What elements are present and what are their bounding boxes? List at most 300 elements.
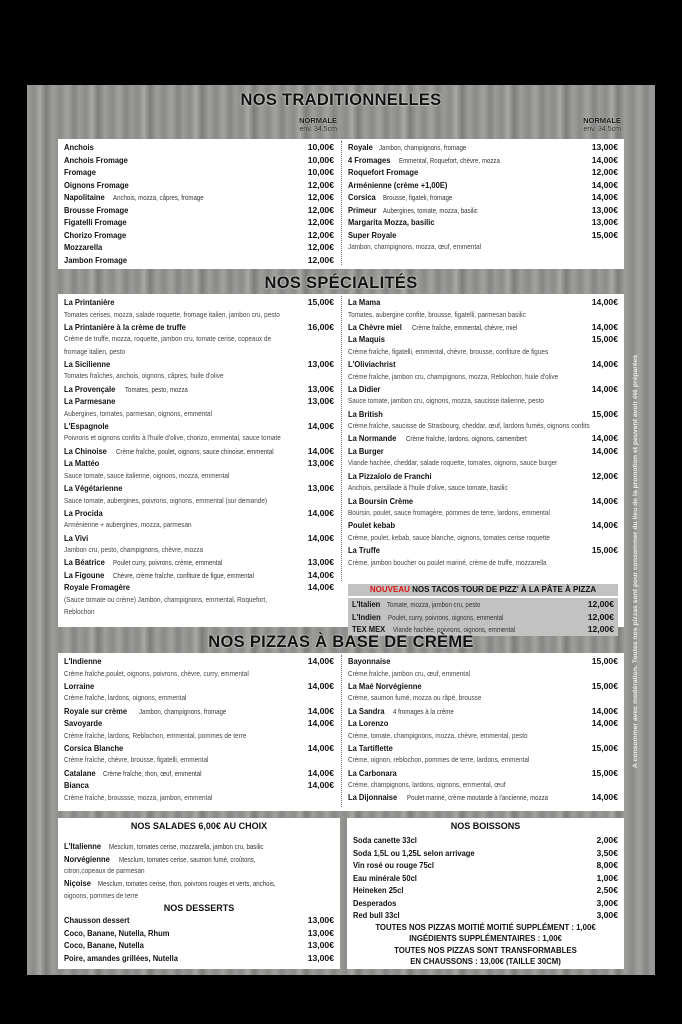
- item-name: Niçoise: [64, 878, 91, 889]
- item-price: 3,00€: [596, 910, 618, 920]
- menu-item: [64, 166, 334, 179]
- item-price: 12,00€: [307, 192, 334, 202]
- boissons-title: NOS BOISSONS: [450, 821, 521, 831]
- menu-item: [353, 834, 618, 847]
- item-price: 13,00€: [307, 458, 334, 469]
- item-left: [64, 395, 122, 408]
- boissons-notes: [347, 922, 624, 968]
- item-name: Chausson dessert: [64, 915, 130, 926]
- item-name: L'Oliviachrist: [348, 359, 396, 370]
- item-price: 14,00€: [591, 495, 618, 506]
- item-price: 14,00€: [591, 179, 618, 190]
- item-name: Royale Fromagère: [64, 582, 130, 593]
- item-ingredients: Aubergines, tomates, parmesan, oignons, emmental: [64, 409, 212, 418]
- item-price: 14,00€: [307, 582, 334, 593]
- item-description: Emmental, Roquefort, chèvre, mozza: [399, 155, 501, 165]
- panel-specialites: [58, 294, 624, 634]
- panel-boissons: [347, 818, 624, 969]
- item-ingredients: (Sauce tomate ou crème) Jambon, champignons, emmental, Roquefort,: [64, 595, 267, 604]
- menu-item: [348, 544, 618, 557]
- menu-item: [353, 897, 618, 910]
- panel-traditionnelles: [58, 139, 624, 269]
- menu-item: [64, 532, 334, 545]
- item-name: La Normande: [348, 433, 397, 444]
- item-name: Oignons Fromage: [64, 179, 129, 190]
- item-name: Fromage: [64, 167, 96, 177]
- menu-item: [64, 204, 334, 217]
- item-price: 14,00€: [591, 705, 618, 716]
- item-name: La Figoune: [64, 569, 105, 580]
- item-left: [348, 544, 384, 557]
- item-description: Tomate, mozza, jambon cru, pesto: [387, 600, 481, 609]
- item-name: Lorraine: [64, 680, 95, 691]
- menu-item: [64, 457, 334, 470]
- menu-item: [64, 952, 334, 965]
- menu-item: [348, 204, 618, 217]
- item-description: Jambon, champignons, fromage: [138, 706, 226, 716]
- item-left: [348, 204, 495, 217]
- panel-creme: [58, 653, 624, 811]
- item-price: 12,00€: [591, 470, 618, 481]
- item-left: [348, 432, 548, 445]
- item-left: [64, 717, 107, 730]
- item-price: 12,00€: [307, 217, 334, 227]
- menu-item: [64, 581, 334, 594]
- item-left: [64, 569, 279, 582]
- item-price: 15,00€: [591, 680, 618, 691]
- item-left: [348, 141, 482, 154]
- menu-board: [27, 85, 655, 975]
- normale-text: NORMALE: [299, 116, 337, 125]
- item-name: Arménienne (crème +1,00E): [348, 179, 448, 190]
- item-price: 14,00€: [591, 321, 618, 332]
- item-name: La Chinoise: [64, 445, 107, 456]
- item-name: Figatelli Fromage: [64, 217, 127, 227]
- item-price: 3,00€: [596, 897, 618, 908]
- item-description: 4 fromages à la crème: [392, 706, 454, 716]
- item-price: 12,00€: [587, 624, 614, 634]
- item-price: 14,00€: [591, 154, 618, 165]
- item-name: Coco, Banane, Nutella: [64, 940, 144, 951]
- item-name: L'Indienne: [64, 656, 102, 666]
- item-name: Red bull 33cl: [353, 910, 400, 920]
- item-ingredients: Crème, champignons, lardons, oignons, emmental, œuf: [348, 781, 506, 790]
- item-price: 13,00€: [307, 915, 334, 926]
- item-name: L'Italienne: [64, 841, 102, 851]
- menu-item: [64, 914, 334, 927]
- item-description: Poulet mariné, crème moutarde à l'ancienne, mozza: [406, 793, 548, 803]
- item-price: 14,00€: [591, 718, 618, 729]
- item-price: 14,00€: [591, 383, 618, 394]
- menu-item: [64, 655, 334, 668]
- menu-item: [64, 383, 334, 396]
- item-price: 14,00€: [307, 569, 334, 580]
- item-price: 14,00€: [591, 792, 618, 803]
- menu-item: [64, 705, 334, 718]
- menu-item: [348, 680, 618, 693]
- item-left: [348, 321, 536, 334]
- menu-item: [64, 853, 334, 866]
- item-price: 14,00€: [307, 507, 334, 518]
- item-ingredients: Crème fraîche, chèvre, brousse, figatelli, emmental: [64, 756, 209, 765]
- item-left: [64, 179, 138, 192]
- menu-item: [64, 840, 334, 853]
- item-name: Jambon Fromage: [64, 254, 128, 265]
- item-description: Viande hachée, poivrons, oignons, emmental: [392, 625, 515, 634]
- item-left: [353, 834, 426, 847]
- trad-right-column: [348, 141, 618, 253]
- item-left: [348, 680, 432, 693]
- boissons-note: TOUTES NOS PIZZAS MOITIÉ MOITIÉ SUPPLÉMENT : 1,00€: [375, 922, 596, 932]
- item-price: 2,50€: [596, 885, 618, 895]
- salades-list: [58, 832, 340, 902]
- item-ingredients: Crème, oignon, reblochon, pommes de terre, lardons, emmental: [348, 756, 530, 765]
- item-price: 15,00€: [591, 742, 618, 753]
- normale-label-right: [561, 116, 621, 134]
- desserts-list: [58, 914, 340, 964]
- item-description: Tomates, pesto, mozza: [125, 384, 189, 394]
- creme-left-column: [64, 655, 334, 804]
- item-name: Corsica Blanche: [64, 742, 124, 753]
- item-name: La Tartiflette: [348, 742, 393, 753]
- item-name: Chorizo Fromage: [64, 229, 127, 240]
- item-left: [348, 296, 385, 309]
- item-left: [353, 884, 410, 897]
- item-name: La Chèvre miel: [348, 321, 402, 332]
- item-left: [348, 791, 573, 804]
- item-price: 12,00€: [587, 611, 614, 622]
- item-price: 14,00€: [591, 433, 618, 444]
- item-price: 16,00€: [307, 321, 334, 332]
- item-name: La Dijonnaise: [348, 792, 398, 803]
- item-name: Royale sur crème: [64, 705, 128, 716]
- item-left: [64, 840, 291, 853]
- item-ingredients: Crème fraîche, saucisse de Strasbourg, cheddar, œuf, lardons fumés, oignons confits: [348, 422, 590, 431]
- item-left: [353, 897, 402, 910]
- item-left: [64, 853, 280, 866]
- menu-item: [348, 742, 618, 755]
- section-title-creme: NOS PIZZAS À BASE DE CRÈME: [208, 633, 474, 651]
- item-name: La Truffe: [348, 545, 380, 556]
- menu-item: [64, 241, 334, 254]
- item-name: La Mama: [348, 297, 381, 307]
- menu-item: [64, 779, 334, 792]
- item-ingredients: Arménienne + aubergines, mozza, parmesan: [64, 521, 192, 530]
- menu-item: [348, 767, 618, 780]
- item-name: Royale: [348, 142, 373, 152]
- item-price: 14,00€: [307, 420, 334, 431]
- spec-left-column: [64, 296, 334, 619]
- item-description: Crème fraîche, thon, œuf, emmental: [102, 768, 202, 778]
- item-name: Margarita Mozza, basilic: [348, 217, 435, 227]
- item-left: [64, 191, 220, 204]
- item-price: 14,00€: [591, 445, 618, 456]
- column-divider: [341, 296, 342, 581]
- item-name: La Sandra: [348, 705, 385, 716]
- item-left: [348, 519, 401, 532]
- menu-item: [348, 408, 618, 421]
- item-name: Catalane: [64, 767, 96, 778]
- item-name: La Didier: [348, 383, 381, 394]
- item-left: [348, 445, 389, 458]
- boissons-note: TOUTES NOS PIZZAS SONT TRANSFORMABLES: [394, 945, 577, 955]
- item-left: [353, 859, 445, 872]
- item-name: La Vivi: [64, 532, 89, 543]
- item-description: Jambon, champignons, fromage: [379, 143, 467, 152]
- item-price: 12,00€: [307, 204, 334, 215]
- menu-item: [348, 655, 618, 668]
- item-ingredients: Crème, saumon fumé, mozza ou râpé, brousse: [348, 694, 482, 703]
- item-price: 14,00€: [591, 297, 618, 307]
- item-price: 8,00€: [596, 860, 618, 870]
- tacos-block: [348, 582, 618, 636]
- item-name: La Végétarienne: [64, 483, 123, 494]
- spec-right-column: [348, 296, 618, 569]
- item-left: [64, 877, 307, 890]
- item-description: Aubergines, tomate, mozza, basilic: [383, 205, 479, 215]
- item-left: [64, 254, 136, 267]
- salades-title: NOS SALADES 6,00€ AU CHOIX: [130, 821, 268, 831]
- item-name: Brousse Fromage: [64, 204, 129, 215]
- item-left: [352, 598, 497, 611]
- normale-text: NORMALE: [583, 116, 621, 125]
- section-title-traditionnelles: NOS TRADITIONNELLES: [240, 91, 442, 109]
- item-price: 1,00€: [596, 872, 618, 883]
- item-name: Napolitaine: [64, 192, 105, 202]
- item-name: Vin rosé ou rouge 75cl: [353, 860, 434, 870]
- item-ingredients: Tomates, aubergine confite, brousse, figatelli, parmesan basilic: [348, 310, 526, 319]
- item-name: TEX MEX: [352, 624, 386, 634]
- item-ingredients: Sauce tomate, jambon cru, oignons, mozza, saucisse italienne, pesto: [348, 397, 544, 406]
- menu-item: [64, 507, 334, 520]
- item-name: Poire, amandes grillées, Nutella: [64, 952, 178, 963]
- item-left: [348, 717, 394, 730]
- item-left: [348, 166, 428, 179]
- item-name: La Printanière: [64, 297, 115, 307]
- item-left: [64, 952, 193, 965]
- item-name: Anchois Fromage: [64, 154, 128, 165]
- item-price: 13,00€: [307, 383, 334, 394]
- item-price: 14,00€: [307, 780, 334, 791]
- item-price: 15,00€: [591, 408, 618, 419]
- item-price: 13,00€: [307, 952, 334, 963]
- item-left: [348, 470, 443, 483]
- item-left: [64, 556, 242, 569]
- item-price: 10,00€: [307, 154, 334, 165]
- item-ingredients: Tomates fraîches, anchois, oignons, câpres, huile d'olive: [64, 372, 224, 381]
- item-price: 10,00€: [307, 142, 334, 152]
- normale-label-left: [277, 116, 337, 134]
- item-description: Mesclum, tomates cerise, mozzarella, jambon cru, basilic: [109, 842, 264, 851]
- item-ingredients: Boursin, poulet, sauce fromagère, pommes de terre, lardons, emmental: [348, 509, 550, 518]
- item-name: Soda 1,5L ou 1,25L selon arrivage: [353, 847, 475, 858]
- item-price: 15,00€: [591, 334, 618, 345]
- menu-item: [348, 179, 618, 192]
- boissons-note: EN CHAUSSONS : 13,00€ (TAILLE 30CM): [410, 957, 561, 966]
- item-name: Eau minérale 50cl: [353, 872, 417, 883]
- item-left: [353, 847, 491, 860]
- item-left: [348, 767, 403, 780]
- item-ingredients: citron,copeaux de parmesan: [64, 867, 145, 875]
- item-left: [353, 909, 406, 922]
- menu-item: [353, 859, 618, 872]
- item-name: La Carbonara: [348, 767, 397, 778]
- tacos-list: [348, 598, 618, 636]
- menu-item: [64, 296, 334, 309]
- item-left: [64, 166, 100, 179]
- item-price: 12,00€: [307, 242, 334, 252]
- item-name: Heineken 25cl: [353, 885, 404, 895]
- menu-item: [353, 872, 618, 885]
- item-left: [352, 611, 523, 624]
- menu-item: [64, 420, 334, 433]
- item-price: 14,00€: [307, 445, 334, 456]
- menu-item: [348, 321, 618, 334]
- item-left: [64, 705, 241, 718]
- item-name: La Mattéo: [64, 458, 100, 469]
- item-name: La Sicilienne: [64, 358, 111, 369]
- item-price: 12,00€: [307, 229, 334, 240]
- menu-item: [348, 333, 618, 346]
- item-ingredients: Crème fraîche, jambon cru, champignons, mozza, Reblochon, huile d'olive: [348, 372, 559, 381]
- menu-item: [353, 909, 618, 922]
- item-description: Chèvre, crème fraîche, confiture de figue, emmental: [112, 570, 254, 580]
- item-left: [64, 581, 139, 594]
- item-description: Crème fraîche, poulet, oignons, sauce chinoise, emmental: [115, 446, 274, 456]
- menu-item: [64, 680, 334, 693]
- item-left: [64, 482, 130, 495]
- boissons-note: INGÉDIENTS SUPPLÉMENTAIRES : 1,00€: [409, 934, 562, 943]
- menu-item: [348, 358, 618, 371]
- item-name: Norvégienne: [64, 853, 110, 864]
- item-price: 15,00€: [591, 229, 618, 240]
- nouveau-badge: NOUVEAU: [369, 585, 410, 594]
- menu-item: [64, 254, 334, 267]
- menu-item: [64, 482, 334, 495]
- item-ingredients: Sauce tomate, sauce italienne, oignons, mozza, emmental: [64, 471, 230, 480]
- menu-item: [64, 216, 334, 229]
- menu-item: [348, 717, 618, 730]
- menu-item: [348, 296, 618, 309]
- item-left: [64, 383, 199, 396]
- item-left: [348, 179, 461, 192]
- panel-salades-desserts: [58, 818, 340, 969]
- item-price: 13,00€: [307, 927, 334, 938]
- item-left: [348, 495, 422, 508]
- item-left: [64, 680, 98, 693]
- item-name: La British: [348, 408, 383, 419]
- item-ingredients: Poivrons et oignons confits à l'huile d'olive, chorizo, emmental, sauce tomate: [64, 434, 281, 443]
- menu-item: [64, 556, 334, 569]
- item-price: 13,00€: [307, 483, 334, 494]
- item-ingredients: Crème, tomate, champignons, mozza, chèvre, emmental, pesto: [348, 731, 528, 740]
- item-left: [64, 154, 137, 167]
- size-text: env. 34,5cm: [299, 126, 337, 133]
- item-left: [348, 383, 385, 396]
- item-name: La Burger: [348, 445, 384, 456]
- item-price: 15,00€: [591, 656, 618, 666]
- item-left: [64, 779, 92, 792]
- item-price: 15,00€: [307, 297, 334, 307]
- menu-item: [64, 179, 334, 192]
- item-ingredients: Crème de truffe, mozza, roquette, jambon cru, tomate cerise, copeaux de: [64, 335, 272, 344]
- item-ingredients: Crème fraîche, figatelli, emmental, chèvre, brousse, confiture de figues: [348, 347, 549, 356]
- menu-item: [64, 191, 334, 204]
- item-name: L'Italien: [352, 599, 381, 609]
- item-left: [64, 204, 137, 217]
- item-name: La Provençale: [64, 383, 116, 394]
- item-left: [64, 532, 92, 545]
- item-name: Bayonnaise: [348, 656, 391, 666]
- menu-item: [348, 432, 618, 445]
- item-left: [64, 141, 98, 154]
- item-name: Coco, Banane, Nutella, Rhum: [64, 927, 170, 938]
- menu-item: [348, 519, 618, 532]
- item-name: La Pizzaïolo de Franchi: [348, 470, 432, 481]
- item-price: 15,00€: [591, 767, 618, 778]
- item-name: La Parmesane: [64, 396, 116, 407]
- item-left: [64, 742, 131, 755]
- tacos-item: [348, 598, 618, 611]
- menu-item: [64, 939, 334, 952]
- menu-item: [64, 569, 334, 582]
- menu-item: [353, 884, 618, 897]
- item-price: 14,00€: [307, 705, 334, 716]
- item-price: 12,00€: [307, 179, 334, 190]
- item-left: [64, 420, 115, 433]
- menu-item: [64, 927, 334, 940]
- item-price: 13,00€: [307, 557, 334, 568]
- size-text: env. 34,5cm: [583, 126, 621, 133]
- item-left: [64, 767, 219, 780]
- item-left: [64, 927, 184, 940]
- item-price: 10,00€: [307, 167, 334, 177]
- menu-item: [64, 742, 334, 755]
- menu-item: [64, 395, 334, 408]
- item-left: [64, 914, 139, 927]
- tacos-header: [348, 584, 618, 596]
- item-left: [64, 457, 104, 470]
- trad-left-column: [64, 141, 334, 266]
- item-price: 2,00€: [596, 835, 618, 845]
- item-price: 12,00€: [591, 167, 618, 177]
- item-description: Brousse, figateli, fromage: [382, 193, 452, 202]
- item-name: Desperados: [353, 897, 397, 908]
- item-price: 15,00€: [591, 545, 618, 556]
- item-ingredients: fromage italien, pesto: [64, 347, 126, 356]
- item-left: [64, 241, 107, 254]
- menu-item: [348, 141, 618, 154]
- menu-item: [348, 229, 618, 242]
- item-ingredients: Tomates cerises, mozza, salade roquette, fromage italien, jambon cru, pesto: [64, 310, 280, 319]
- item-name: Primeur: [348, 204, 377, 215]
- item-price: 12,00€: [587, 599, 614, 609]
- item-price: 14,00€: [307, 742, 334, 753]
- item-price: 13,00€: [307, 396, 334, 407]
- item-price: 13,00€: [591, 142, 618, 152]
- item-left: [64, 216, 135, 229]
- menu-item: [64, 358, 334, 371]
- item-price: 14,00€: [307, 532, 334, 543]
- item-name: L'Espagnole: [64, 420, 109, 431]
- item-price: 14,00€: [307, 680, 334, 691]
- item-name: Roquefort Fromage: [348, 167, 419, 177]
- item-name: Savoyarde: [64, 718, 103, 729]
- menu-item: [348, 383, 618, 396]
- item-description: Mesclum, tomates cerise, saumon fumé, croûtons,: [119, 854, 256, 864]
- item-description: Anchois, mozza, câpres, fromage: [113, 193, 204, 202]
- menu-item: [348, 154, 618, 167]
